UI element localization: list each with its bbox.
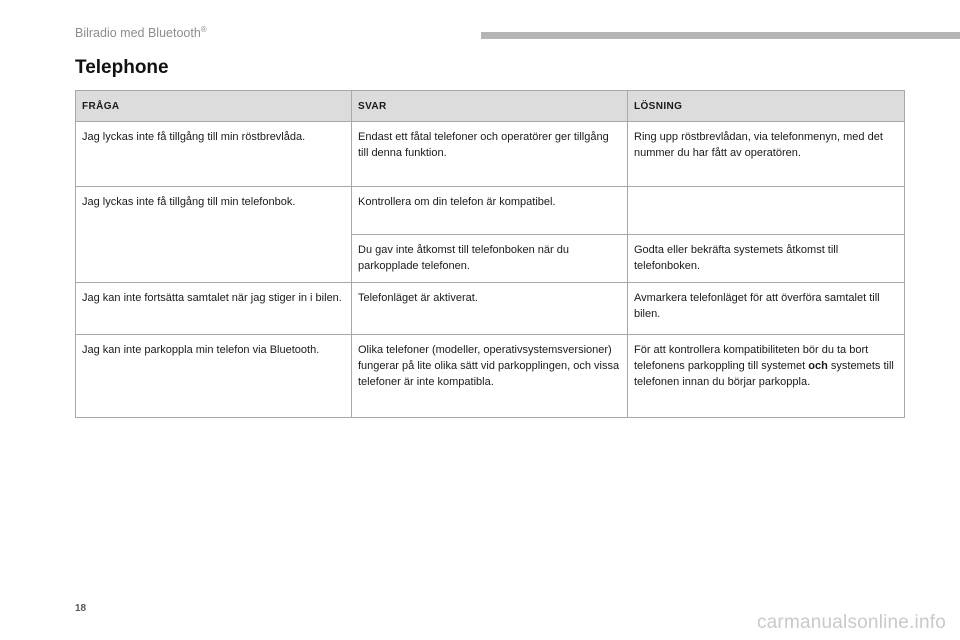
solution-text-post: systemets till telefonen innan du börjar parkoppla.: [634, 360, 894, 388]
solution-cell: [628, 187, 905, 235]
question-cell: Jag lyckas inte få tillgång till min röstbrevlåda.: [76, 122, 352, 187]
solution-text-bold: och: [808, 360, 828, 372]
table-row: [76, 122, 905, 187]
header-question: FRÅGA: [76, 91, 352, 122]
page-number: 18: [75, 603, 87, 614]
header-rule: [481, 32, 960, 39]
header-solution: LÖSNING: [628, 91, 905, 122]
table-header-row: [76, 91, 905, 122]
table-row: [76, 187, 905, 235]
registered-mark: ®: [200, 24, 207, 34]
question-cell: Jag kan inte fortsätta samtalet när jag stiger in i bilen.: [76, 283, 352, 335]
answer-cell: Endast ett fåtal telefoner och operatörer ger tillgång till denna funktion.: [352, 122, 628, 187]
question-cell: Jag kan inte parkoppla min telefon via Bluetooth.: [76, 335, 352, 418]
solution-cell: [628, 335, 905, 418]
solution-cell: Godta eller bekräfta systemets åtkomst till telefonboken.: [628, 235, 905, 283]
section-title: Telephone: [75, 57, 169, 78]
answer-cell: Telefonläget är aktiverat.: [352, 283, 628, 335]
running-header-text: Bilradio med Bluetooth: [75, 26, 201, 40]
solution-text-pre: För att kontrollera kompatibiliteten bör du ta bort telefonens parkoppling till systemet: [634, 344, 869, 372]
table-row: [76, 335, 905, 418]
watermark: carmanualsonline.info: [756, 612, 946, 633]
answer-cell: Du gav inte åtkomst till telefonboken när du parkopplade telefonen.: [352, 235, 628, 283]
answer-cell: Kontrollera om din telefon är kompatibel.: [352, 187, 628, 235]
answer-cell: Olika telefoner (modeller, operativsystemsversioner) fungerar på lite olika sätt vid parkopplingen, och vissa telefoner är inte kompatibla.: [352, 335, 628, 418]
solution-cell: Avmarkera telefonläget för att överföra samtalet till bilen.: [628, 283, 905, 335]
question-cell: Jag lyckas inte få tillgång till min telefonbok.: [76, 187, 352, 283]
running-header: [75, 26, 207, 40]
table-row: [76, 283, 905, 335]
solution-cell: Ring upp röstbrevlådan, via telefonmenyn, med det nummer du har fått av operatören.: [628, 122, 905, 187]
header-answer: SVAR: [352, 91, 628, 122]
troubleshooting-table: [75, 90, 905, 418]
